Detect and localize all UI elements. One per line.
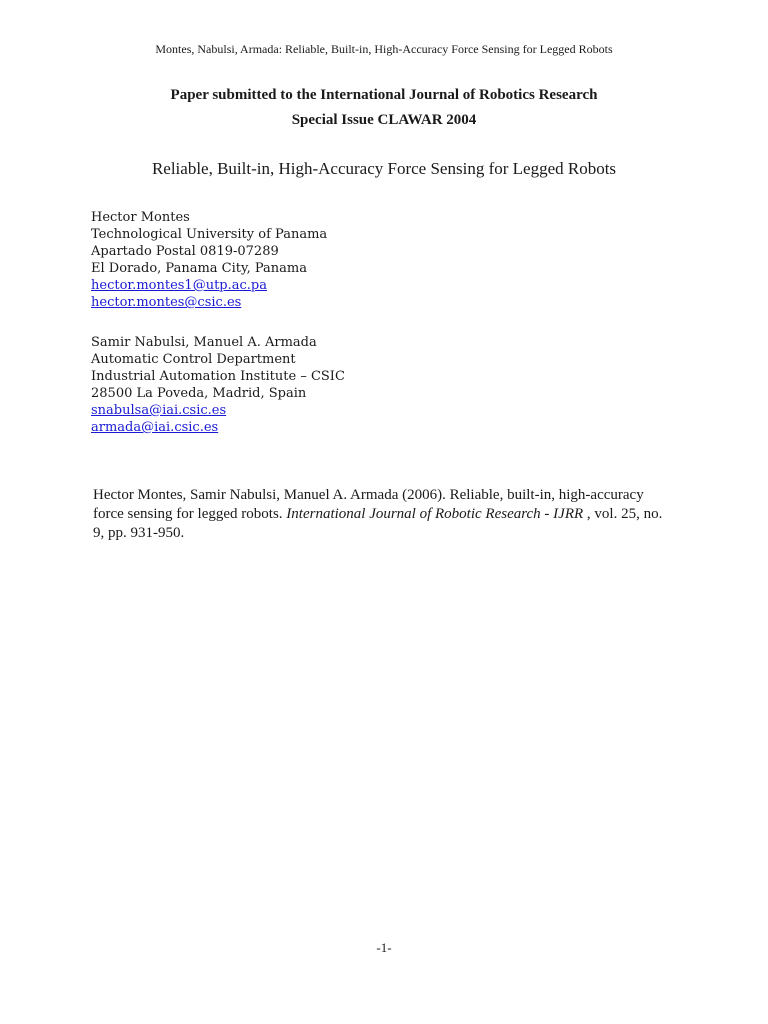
citation-authors-title: Hector Montes, Samir Nabulsi, Manuel A. Armada (2006). Reliable, built-in, high-accuracy force sensing for legged robots. (93, 487, 644, 522)
author-address-line: Apartado Postal 0819-07289 (91, 244, 279, 259)
author-name: Hector Montes (91, 210, 190, 225)
author-institute: Industrial Automation Institute – CSIC (91, 369, 345, 384)
email-link[interactable]: armada@iai.csic.es (91, 420, 219, 435)
author-address-line: 28500 La Poveda, Madrid, Spain (91, 386, 307, 401)
email-link[interactable]: snabulsa@iai.csic.es (91, 403, 227, 418)
email-link[interactable]: hector.montes@csic.es (91, 295, 242, 310)
citation-paragraph (93, 486, 673, 543)
paper-title: Reliable, Built-in, High-Accuracy Force Sensing for Legged Robots (151, 159, 617, 178)
email-link[interactable]: hector.montes1@utp.ac.pa (91, 278, 267, 293)
page-number: -1- (376, 940, 392, 955)
submission-line-journal: Paper submitted to the International Journal of Robotics Research (170, 87, 598, 103)
author-names: Samir Nabulsi, Manuel A. Armada (91, 335, 317, 350)
author-block-montes (91, 209, 327, 311)
citation-details: , vol. 25, no. 9, pp. 931-950. (93, 506, 663, 541)
author-affiliation: Technological University of Panama (91, 227, 328, 242)
citation-journal: International Journal of Robotic Research - IJRR (286, 506, 584, 522)
submission-line-special-issue: Special Issue CLAWAR 2004 (291, 112, 477, 128)
author-department: Automatic Control Department (91, 352, 296, 367)
author-address-line: El Dorado, Panama City, Panama (91, 261, 307, 276)
running-header: Montes, Nabulsi, Armada: Reliable, Built-in, High-Accuracy Force Sensing for Legged Robots (155, 42, 613, 56)
author-block-nabulsi-armada (91, 334, 345, 436)
